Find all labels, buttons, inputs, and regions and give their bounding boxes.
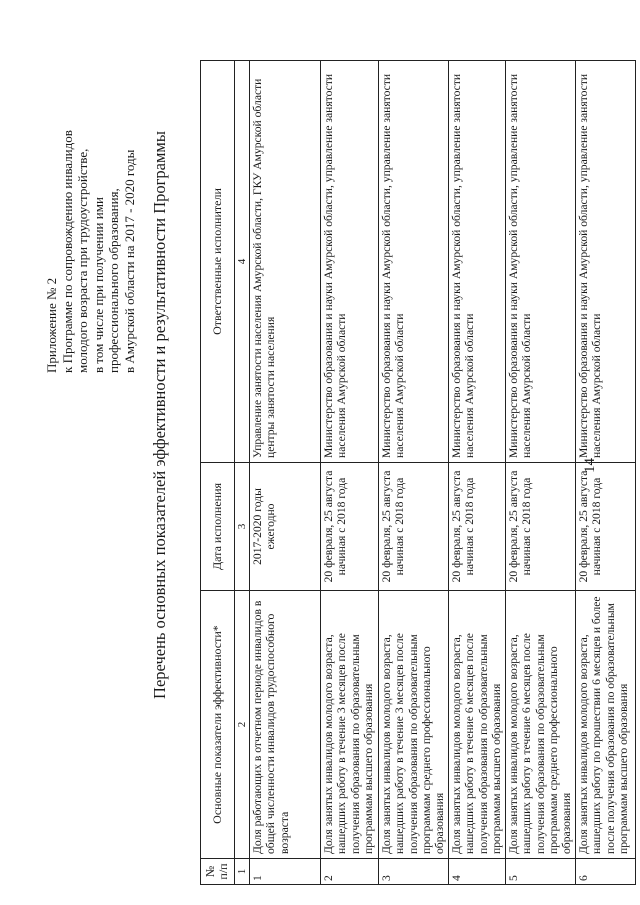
column-number: 1	[234, 859, 249, 885]
table-row	[249, 61, 320, 885]
row-number: 1	[249, 859, 320, 885]
row-indicator: Доля работающих в отчетном периоде инвалидов в общей численности инвалидов трудоспособного возраста	[249, 591, 320, 859]
appendix-line: в том числе при получении ими	[90, 197, 106, 373]
row-date: 20 февраля, 25 августа начиная с 2018 года	[378, 463, 448, 591]
row-number: 6	[575, 859, 635, 885]
row-executors: Министерство образования и науки Амурской области, управление занятости населения Амурской области	[320, 61, 378, 463]
row-indicator: Доля занятых инвалидов молодого возраста, нашедших работу в течение 6 месяцев после получения образования по образовательным программам высшего образования	[448, 591, 505, 859]
appendix-line: профессионального образования,	[106, 188, 121, 373]
appendix-line: молодого возраста при трудоустройстве,	[75, 148, 90, 373]
table-row	[575, 61, 635, 885]
row-number: 2	[320, 859, 378, 885]
row-date: 20 февраля, 25 августа начиная с 2018 года	[320, 463, 378, 591]
row-indicator: Доля занятых инвалидов молодого возраста, нашедших работу в течение 3 месяцев после получения образования по образовательным программам высшего образования	[320, 591, 378, 859]
indicators-table	[200, 60, 636, 885]
row-executors: Министерство образования и науки Амурской области, управление занятости населения Амурской области	[505, 61, 575, 463]
appendix-line: Приложение № 2	[44, 277, 59, 373]
header-num: № п/п	[201, 859, 235, 885]
header-date: Дата исполнения	[201, 463, 235, 591]
row-number: 4	[448, 859, 505, 885]
table-row	[378, 61, 448, 885]
row-date: 20 февраля, 25 августа начиная с 2018 года	[575, 463, 635, 591]
row-date: 2017-2020 годы ежегодно	[249, 463, 320, 591]
column-number: 2	[234, 591, 249, 859]
table-row	[320, 61, 378, 885]
table-header-row	[201, 61, 235, 885]
column-number-row	[234, 61, 249, 885]
header-indicator: Основные показатели эффективности*	[201, 591, 235, 859]
page-number: 14	[582, 458, 598, 473]
table-row	[448, 61, 505, 885]
row-date: 20 февраля, 25 августа начиная с 2018 года	[505, 463, 575, 591]
row-executors: Министерство образования и науки Амурской области, управление занятости населения Амурской области	[448, 61, 505, 463]
document-title: Перечень основных показателей эффективности и результативности Программы	[150, 131, 169, 699]
appendix-note	[44, 43, 137, 373]
row-indicator: Доля занятых инвалидов молодого возраста, нашедших работу в течение 3 месяцев после получения образования по образовательным программам среднего профессионального образования	[378, 591, 448, 859]
appendix-line: в Амурской области на 2017 - 2020 годы	[121, 149, 137, 373]
row-executors: Министерство образования и науки Амурской области, управление занятости населения Амурской области	[575, 61, 635, 463]
row-executors: Министерство образования и науки Амурской области, управление занятости населения Амурской области	[378, 61, 448, 463]
row-executors: Управление занятости населения Амурской области, ГКУ Амурской области центры занятости населения	[249, 61, 320, 463]
table-row	[505, 61, 575, 885]
row-number: 3	[378, 859, 448, 885]
row-indicator: Доля занятых инвалидов молодого возраста, нашедших работу в течение 6 месяцев после получения образования по образовательным программам среднего профессионального образования	[505, 591, 575, 859]
appendix-line: к Программе по сопровождению инвалидов	[59, 130, 75, 373]
row-indicator: Доля занятых инвалидов молодого возраста, нашедших работу по прошествии 6 месяцев и более после получения образования по образовательным программам высшего образования	[575, 591, 635, 859]
column-number: 4	[234, 61, 249, 463]
column-number: 3	[234, 463, 249, 591]
row-date: 20 февраля, 25 августа начиная с 2018 года	[448, 463, 505, 591]
header-executors: Ответственные исполнители	[201, 61, 235, 463]
row-number: 5	[505, 859, 575, 885]
